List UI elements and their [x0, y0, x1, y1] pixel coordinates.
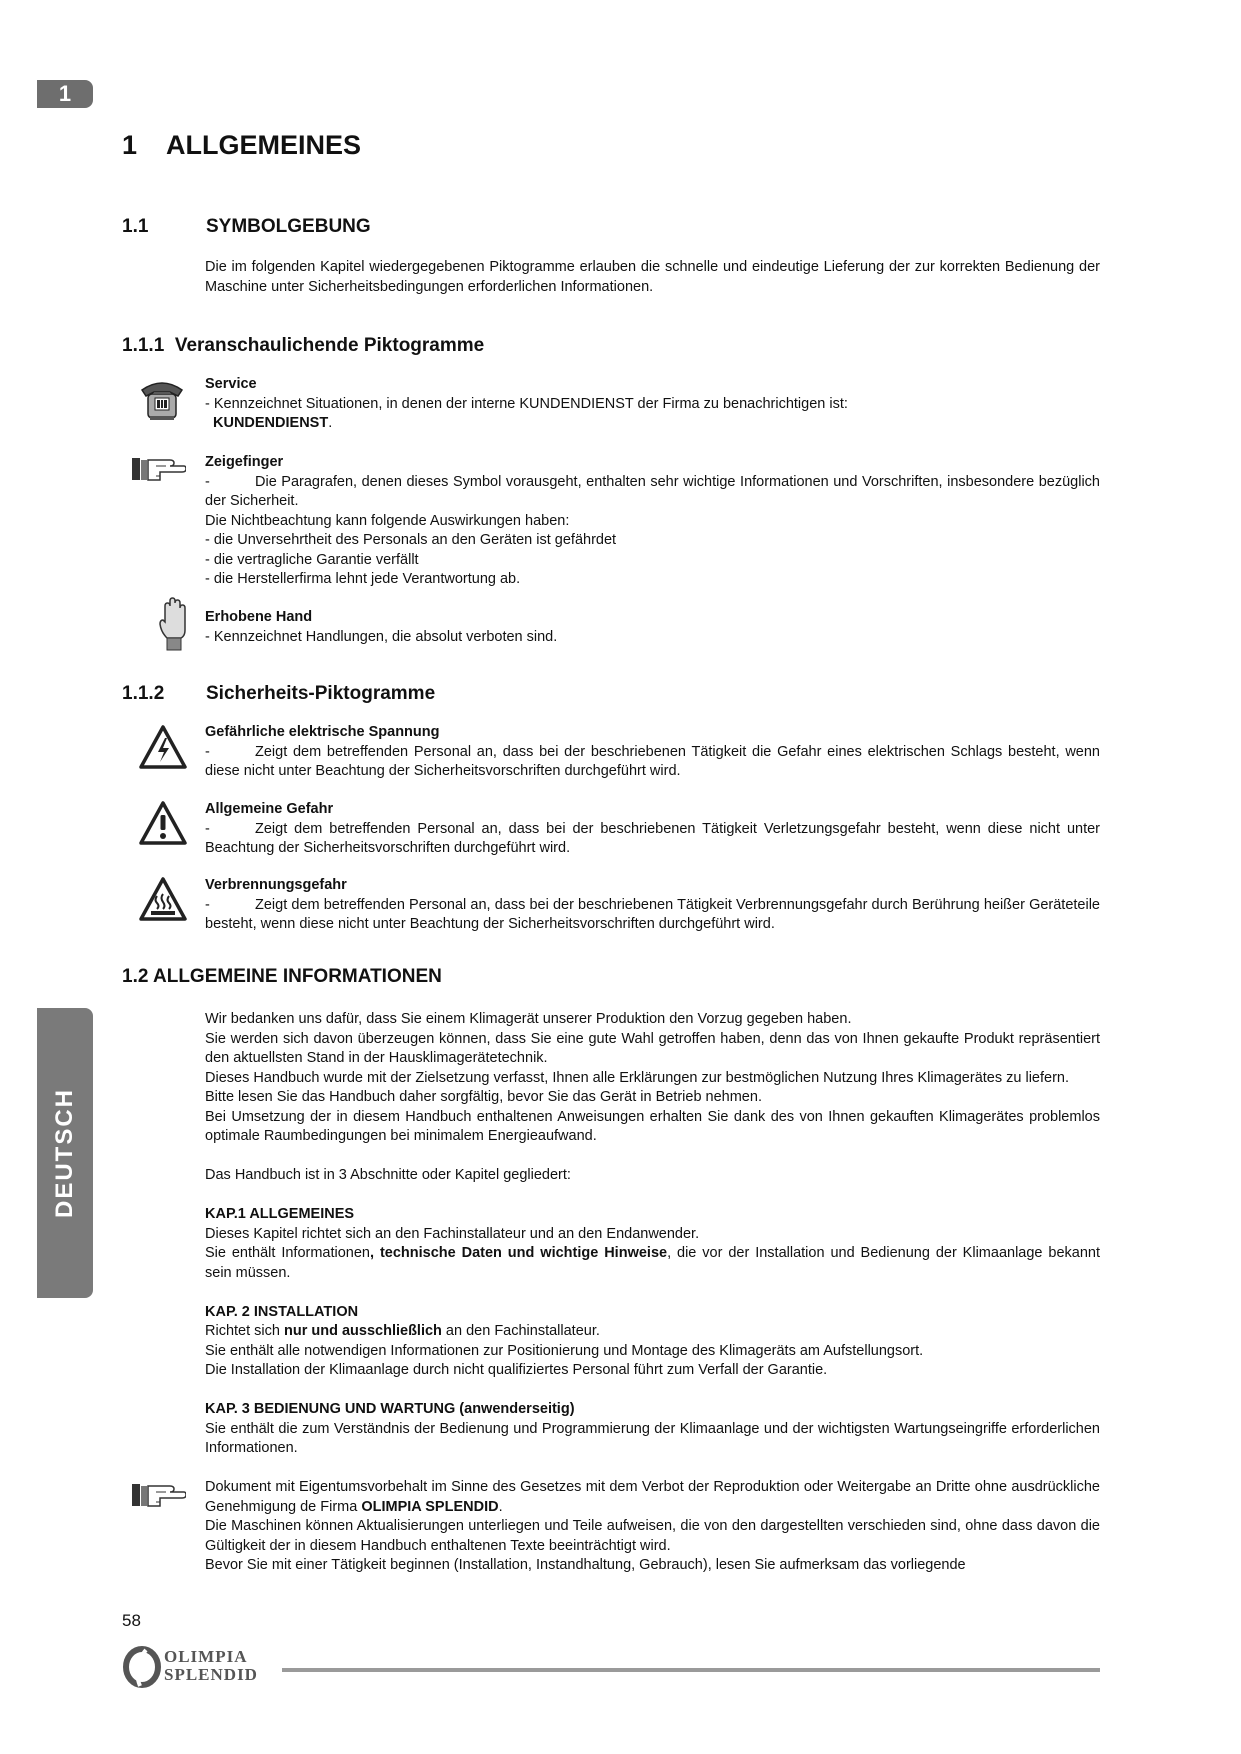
section-1-1-title: SYMBOLGEBUNG: [206, 216, 371, 237]
section-1-1-1-heading: [122, 335, 484, 357]
electric-hazard-block: [205, 723, 1100, 782]
general-danger-block: [205, 800, 1100, 859]
zeigefinger-text: Die Paragrafen, denen dieses Symbol vorausgeht, enthalten sehr wichtige Informationen und Vorschriften, insbesondere bezüglich der Sicherheit.: [205, 473, 1100, 509]
page-number: 58: [122, 1611, 141, 1630]
electric-hazard-text: Zeigt dem betreffenden Personal an, dass bei der beschriebenen Tätigkeit die Gefahr eines elektrischen Schlags besteht, wenn diese nicht unter Beachtung der Sicherheitsvorschriften durchgeführt wird.: [205, 743, 1100, 779]
intro-paragraph: Dieses Handbuch wurde mit der Zielsetzung verfasst, Ihnen alle Erklärungen zur bestmöglichen Nutzung Ihres Klimagerätes zu liefern.: [205, 1069, 1069, 1086]
notice-company: OLIMPIA SPLENDID: [361, 1498, 499, 1515]
kap3-title: KAP. 3 BEDIENUNG UND WARTUNG (anwenderseitig): [205, 1401, 575, 1417]
hot-surface-icon: [138, 876, 188, 922]
section-1-1-1-title: Veranschaulichende Piktogramme: [174, 335, 485, 356]
burn-hazard-dash: -: [205, 896, 210, 913]
service-line: - Kennzeichnet Situationen, in denen der interne KUNDENDIENST der Firma zu benachrichtigen ist:: [205, 395, 848, 412]
kap2-title: KAP. 2 INSTALLATION: [205, 1303, 359, 1320]
kap3-line: Sie enthält die zum Verständnis der Bedienung und Programmierung der Klimaanlage und der wichtigsten Wartungseingriffe erforderlichen Informationen.: [205, 1420, 1100, 1456]
general-danger-icon: [138, 800, 188, 846]
service-period: .: [328, 415, 333, 431]
zeigefinger-bullet: - die Unversehrtheit des Personals an den Geräten ist gefährdet: [205, 532, 617, 548]
telephone-icon: [138, 376, 186, 422]
hand-line: - Kennzeichnet Handlungen, die absolut verboten sind.: [205, 628, 558, 645]
electric-hazard-icon: [138, 724, 188, 770]
notice-line: Die Maschinen können Aktualisierungen unterliegen und Teile aufweisen, die von den dargestellten verschieden sind, ohne dass davon die Gültigkeit der in diesem Handbuch enthaltenen Texte beeinträchtigt wird.: [205, 1518, 1100, 1554]
kap1-title: KAP.1 ALLGEMEINES: [205, 1206, 355, 1222]
section-1-1-heading: [122, 216, 371, 238]
logo-line-1: OLIMPIA: [164, 1647, 248, 1666]
notice-text-a: Dokument mit Eigentumsvorbehalt im Sinne des Gesetzes mit dem Verbot der Reproduktion oder Weitergabe an Dritte ohne ausdrückliche Genehmigung de Firma: [205, 1479, 1100, 1515]
chapter-number: 1: [122, 130, 138, 160]
kap1-text-c: , die vor der Installation und Bedienung der Klimaanlage bekannt sein müssen.: [205, 1245, 1100, 1281]
general-danger-dash: -: [205, 820, 210, 837]
zeigefinger-block: [205, 453, 1100, 590]
logo-emblem-icon: [122, 1646, 162, 1688]
kap2-text-bold: nur und ausschließlich: [283, 1323, 442, 1339]
language-tab-label: DEUTSCH: [51, 1087, 78, 1219]
burn-hazard-label: Verbrennungsgefahr: [205, 877, 347, 893]
general-danger-text: Zeigt dem betreffenden Personal an, dass bei der beschriebenen Tätigkeit Verletzungsgefahr besteht, wenn diese nicht unter Beachtung der Sicherheitsvorschriften durchgeführt wird.: [205, 820, 1100, 856]
kap1-line: Dieses Kapitel richtet sich an den Fachinstallateur und an den Endanwender.: [205, 1225, 700, 1242]
section-1-1-body: Die im folgenden Kapitel wiedergegebenen Piktogramme erlauben die schnelle und eindeutige Lieferung der zur korrekten Bedienung der Maschine unter Sicherheitsbedingungen erforderlichen Informationen.: [205, 259, 1100, 295]
zeigefinger-consequences: Die Nichtbeachtung kann folgende Auswirkungen haben:: [205, 512, 570, 529]
kap1-text-a: Sie enthält Informationen: [205, 1245, 370, 1261]
section-1-1-1-number: 1.1.1: [122, 335, 165, 356]
electric-hazard-dash: -: [205, 743, 210, 760]
chapter-title-text: ALLGEMEINES: [166, 130, 362, 160]
zeigefinger-bullet: - die vertragliche Garantie verfällt: [205, 551, 419, 568]
intro-paragraph: Wir bedanken uns dafür, dass Sie einem Klimagerät unserer Produktion den Vorzug gegeben haben.: [205, 1011, 852, 1027]
section-1-1-2-heading: [122, 683, 435, 705]
zeigefinger-dash: -: [205, 473, 210, 490]
section-1-1-2-title: Sicherheits-Piktogramme: [206, 683, 436, 704]
logo-line-2: SPLENDID: [164, 1665, 258, 1684]
section-1-1-2-number: 1.1.2: [122, 683, 165, 704]
burn-hazard-text: Zeigt dem betreffenden Personal an, dass bei der beschriebenen Tätigkeit Verbrennungsgefahr durch Berührung heißer Geräteteile besteht, wenn diese nicht unter Beachtung der Sicherheitsvorschriften durchgeführt wird.: [205, 896, 1100, 932]
brand-logo: [122, 1646, 282, 1688]
zeigefinger-bullet: - die Herstellerfirma lehnt jede Verantwortung ab.: [205, 571, 521, 587]
general-danger-label: Allgemeine Gefahr: [205, 801, 334, 817]
chapter-tab: 1: [37, 80, 93, 108]
raised-hand-icon: [158, 596, 188, 652]
hand-label: Erhobene Hand: [205, 609, 313, 625]
section-1-1-number: 1.1: [122, 216, 149, 237]
notice-text-c: .: [498, 1498, 503, 1515]
pointing-finger-icon: [130, 454, 186, 482]
intro-paragraph: Bei Umsetzung der in diesem Handbuch enthaltenen Anweisungen erhalten Sie dank des von Ihnen gekauften Klimagerätes problemlos optimale Raumbedingungen bei minimalem Energieaufwand.: [205, 1108, 1100, 1144]
footer-rule: [282, 1668, 1100, 1672]
burn-hazard-block: [205, 876, 1100, 935]
kap2-line: Die Installation der Klimaanlage durch nicht qualifiziertes Personal führt zum Verfall der Garantie.: [205, 1362, 828, 1378]
notice-line: Bevor Sie mit einer Tätigkeit beginnen (Installation, Instandhaltung, Gebrauch), lesen Sie aufmerksam das vorliegende: [205, 1557, 966, 1573]
electric-hazard-label: Gefährliche elektrische Spannung: [205, 724, 440, 740]
intro-paragraph: Sie werden sich davon überzeugen können, dass Sie eine gute Wahl getroffen haben, denn das von Ihnen gekaufte Produkt repräsentiert den aktuellsten Stand in der Hausklimagerätetechnik.: [205, 1030, 1100, 1066]
service-label: Service: [205, 376, 257, 392]
kap1-text-bold: , technische Daten und wichtige Hinweise: [370, 1245, 668, 1261]
service-kundendienst: KUNDENDIENST: [213, 415, 329, 431]
zeigefinger-label: Zeigefinger: [205, 454, 284, 470]
section-1-2-heading: 1.2 ALLGEMEINE INFORMATIONEN: [122, 966, 442, 987]
kap2-text-c: an den Fachinstallateur.: [441, 1323, 600, 1339]
kap2-text-a: Richtet sich: [205, 1323, 284, 1339]
hand-block: [205, 608, 1100, 647]
intro-paragraph: Bitte lesen Sie das Handbuch daher sorgfältig, bevor Sie das Gerät in Betrieb nehmen.: [205, 1089, 762, 1105]
language-tab: [37, 1008, 93, 1298]
service-block: [205, 375, 1100, 434]
structure-line: Das Handbuch ist in 3 Abschnitte oder Kapitel gegliedert:: [205, 1167, 571, 1183]
chapter-title: [122, 130, 361, 161]
pointing-finger-icon: [130, 1480, 186, 1508]
section-1-2-body: [205, 1010, 1100, 1576]
kap2-line: Sie enthält alle notwendigen Informationen zur Positionierung und Montage des Klimageräts am Aufstellungsort.: [205, 1342, 924, 1359]
